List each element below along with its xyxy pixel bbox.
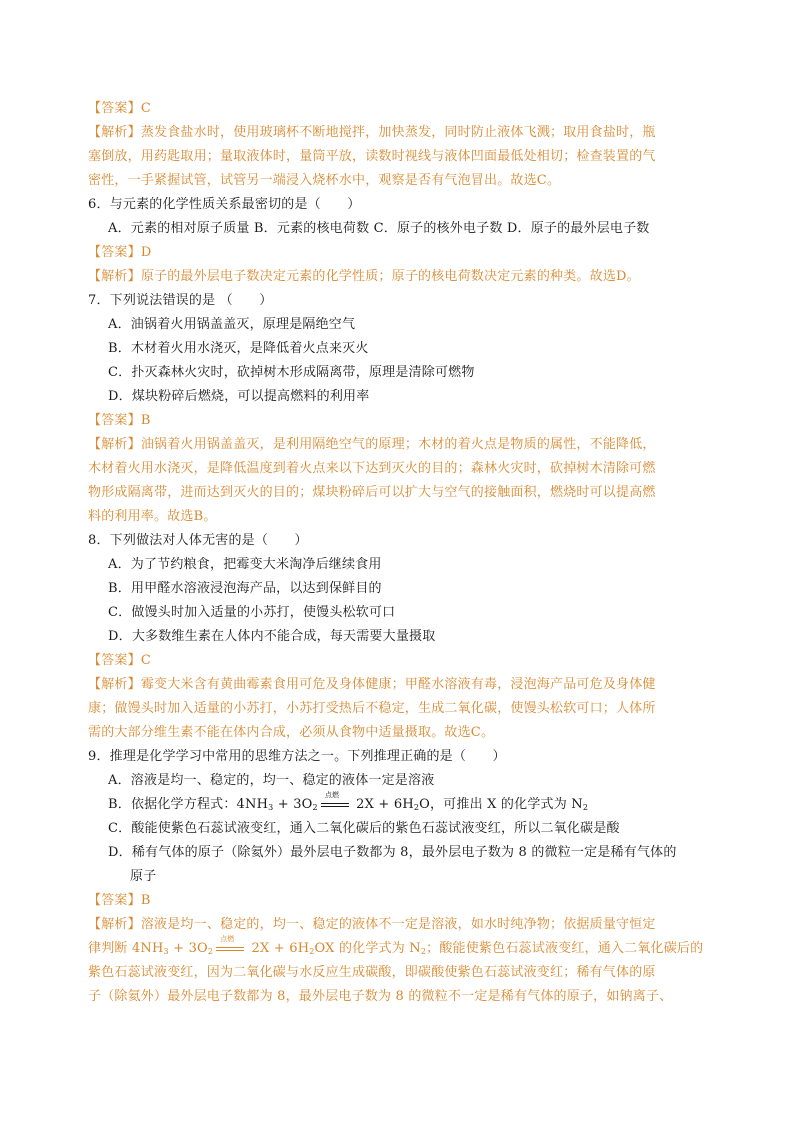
analysis-text: 霉变大米含有黄曲霉素食用可危及身体健康；甲醛水溶液有毒，浸泡海产品可危及身体健 bbox=[140, 677, 656, 692]
option-c: C．酸能使紫色石蕊试液变红，通入二氧化碳后的紫色石蕊试液变红，所以二氧化碳是酸 bbox=[108, 821, 620, 836]
answer-line bbox=[88, 409, 151, 433]
subscript: 3 bbox=[163, 947, 169, 956]
subscript: 2 bbox=[309, 947, 315, 956]
reaction-arrow bbox=[216, 935, 244, 954]
option-a: A．溶液是均一、稳定的，均一、稳定的液体一定是溶液 bbox=[108, 773, 435, 788]
equation-text: 律判断 4NH bbox=[88, 941, 164, 956]
subscript: 2 bbox=[312, 803, 318, 812]
analysis-line: 康；做馒头时加入适量的小苏打，小苏打受热后不稳定，生成二氧化碳，使馒头松软可口；人体所 bbox=[88, 701, 656, 716]
equation-text: B．依据化学方程式：4NH bbox=[108, 797, 269, 812]
analysis-line: 塞倒放，用药匙取用；量取液体时，量筒平放，读数时视线与液体凹面最低处相切；检查装置的气 bbox=[88, 149, 656, 164]
answer-tag: 【答案】 bbox=[88, 653, 141, 668]
answer-line bbox=[88, 241, 151, 265]
option-d: D．稀有气体的原子（除氦外）最外层电子数都为 8，最外层电子数为 8 的微粒一定是稀有气体的 bbox=[108, 845, 677, 860]
analysis-text: 油锅着火用锅盖盖灭，是利用隔绝空气的原理；木材的着火点是物质的属性，不能降低， bbox=[140, 437, 656, 452]
analysis-tag: 【解析】 bbox=[88, 269, 141, 284]
answer-value: B bbox=[140, 413, 151, 428]
answer-value: C bbox=[140, 653, 151, 668]
option-b bbox=[108, 793, 588, 817]
subscript: 2 bbox=[207, 947, 214, 956]
subscript: 2 bbox=[413, 803, 420, 812]
answer-tag: 【答案】 bbox=[88, 245, 141, 260]
equation-text: ；酸能使紫色石蕊试液变红，通入二氧化碳后的 bbox=[426, 941, 704, 956]
option-b: B．木材着火用水浇灭，是降低着火点来灭火 bbox=[108, 341, 369, 356]
question-6-stem: 6．与元素的化学性质关系最密切的是（ ） bbox=[88, 197, 361, 212]
analysis-line bbox=[88, 121, 656, 145]
question-6-options: A．元素的相对原子质量 B．元素的核电荷数 C．原子的核外电子数 D．原子的最外层电子数 bbox=[108, 221, 650, 236]
subscript: 2 bbox=[420, 947, 427, 956]
equation-text: + 3O bbox=[273, 797, 313, 812]
analysis-text: 蒸发食盐水时，使用玻璃杯不断地搅拌，加快蒸发，同时防止液体飞溅；取用食盐时，瓶 bbox=[140, 125, 656, 140]
option-d-continued: 原子 bbox=[130, 869, 157, 884]
analysis-line bbox=[88, 937, 703, 961]
option-d: D．煤块粉碎后燃烧，可以提高燃料的利用率 bbox=[108, 389, 370, 404]
option-d: D．大多数维生素在人体内不能合成，每天需要大量摄取 bbox=[108, 629, 436, 644]
analysis-tag: 【解析】 bbox=[88, 677, 141, 692]
option-b: B．用甲醛水溶液浸泡海产品，以达到保鲜目的 bbox=[108, 581, 382, 596]
analysis-line bbox=[88, 265, 640, 289]
analysis-line: 需的大部分维生素不能在体内合成，必须从食物中适量摄取。故选C。 bbox=[88, 725, 495, 740]
answer-tag: 【答案】 bbox=[88, 413, 141, 428]
answer-value: B bbox=[140, 893, 151, 908]
analysis-line bbox=[88, 673, 656, 697]
answer-value: D bbox=[140, 245, 152, 260]
analysis-tag: 【解析】 bbox=[88, 917, 141, 932]
analysis-line: 木材着火用水浇灭，是降低温度到着火点来以下达到灭火的目的；森林火灾时，砍掉树木清除可燃 bbox=[88, 461, 656, 476]
option-a: A．油锅着火用锅盖盖灭，原理是隔绝空气 bbox=[108, 317, 356, 332]
analysis-line: 紫色石蕊试液变红，因为二氧化碳与水反应生成碳酸，即碳酸使紫色石蕊试液变红；稀有气体的原 bbox=[88, 965, 656, 980]
option-a: A．为了节约粮食，把霉变大米淘净后继续食用 bbox=[108, 557, 382, 572]
answer-tag: 【答案】 bbox=[88, 101, 141, 116]
answer-value: C bbox=[140, 101, 151, 116]
subscript: 2 bbox=[582, 803, 589, 812]
analysis-line: 物形成隔离带，进而达到灭火的目的；煤块粉碎后可以扩大与空气的接触面积，燃烧时可以提高燃 bbox=[88, 485, 656, 500]
reaction-condition: 点燃 bbox=[324, 791, 340, 799]
option-c: C．扑灭森林火灾时，砍掉树木形成隔离带，原理是清除可燃物 bbox=[108, 365, 475, 380]
option-c: C．做馒头时加入适量的小苏打，使馒头松软可口 bbox=[108, 605, 396, 620]
answer-line bbox=[88, 649, 151, 673]
question-8-stem: 8．下列做法对人体无害的是（ ） bbox=[88, 533, 308, 548]
equation-text: 2X + 6H bbox=[351, 797, 414, 812]
reaction-arrow bbox=[321, 791, 349, 810]
answer-line bbox=[88, 97, 151, 121]
analysis-line: 子（除氦外）最外层电子数都为 8，最外层电子数为 8 的微粒不一定是稀有气体的原子，如钠离子、 bbox=[88, 989, 673, 1004]
analysis-line: 密性，一手紧握试管，试管另一端浸入烧杯水中，观察是否有气泡冒出。故选C。 bbox=[88, 173, 561, 188]
reaction-condition: 点燃 bbox=[220, 935, 235, 943]
answer-tag: 【答案】 bbox=[88, 893, 141, 908]
analysis-line bbox=[88, 913, 656, 937]
question-7-stem: 7．下列说法错误的是 （ ） bbox=[88, 293, 273, 308]
equation-text: OX 的化学式为 N bbox=[314, 941, 421, 956]
analysis-text: 原子的最外层电子数决定元素的化学性质；原子的核电荷数决定元素的种类。故选D。 bbox=[140, 269, 640, 284]
answer-line bbox=[88, 889, 151, 913]
equation-text: 2X + 6H bbox=[247, 941, 310, 956]
question-9-stem: 9．推理是化学学习中常用的思维方法之一。下列推理正确的是（ ） bbox=[88, 749, 506, 764]
equation-text: O，可推出 X 的化学式为 N bbox=[419, 797, 583, 812]
analysis-line: 料的利用率。故选B。 bbox=[88, 509, 217, 524]
analysis-text: 溶液是均一、稳定的，均一、稳定的液体不一定是溶液，如水时纯净物；依据质量守恒定 bbox=[140, 917, 656, 932]
analysis-tag: 【解析】 bbox=[88, 437, 141, 452]
analysis-tag: 【解析】 bbox=[88, 125, 141, 140]
subscript: 3 bbox=[268, 803, 274, 812]
analysis-line bbox=[88, 433, 656, 457]
equation-text: + 3O bbox=[168, 941, 208, 956]
